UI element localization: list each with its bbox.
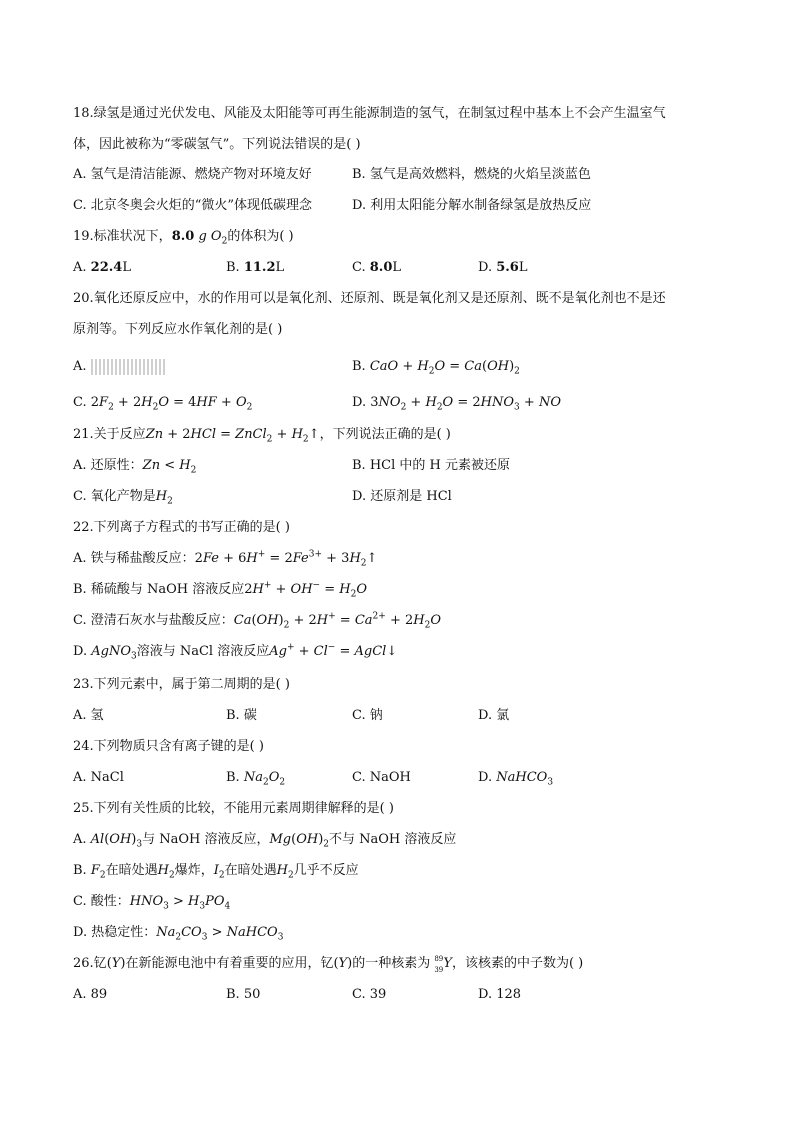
q19-oxygen-sub: 2 [221, 236, 228, 247]
q24-option-a: A. NaCl [73, 770, 124, 785]
q21-option-c: C. 氧化产物是$H_2$ [73, 489, 173, 507]
q18-option-a: A. 氢气是清洁能源、燃烧产物对环境友好 [73, 167, 312, 182]
q19-option-a: A. 22.4L [73, 260, 131, 275]
q23-option-c: C. 钠 [352, 708, 383, 723]
q18-option-c: C. 北京冬奥会火炬的“微火”体现低碳理念 [73, 198, 313, 213]
q18-option-d: D. 利用太阳能分解水制备绿氢是放热反应 [352, 198, 592, 213]
q26-option-b: B. 50 [226, 987, 261, 1002]
q18-option-b: B. 氢气是高效燃料，燃烧的火焰呈淡蓝色 [352, 167, 591, 182]
q25-stem: 25.下列有关性质的比较，不能用元素周期律解释的是( ) [73, 801, 394, 816]
q22-option-b: B. 稀硫酸与 NaOH 溶液反应$2H^+ + OH^- = H_2O$ [73, 580, 368, 600]
q19-unit-g: g [198, 229, 207, 244]
q26-option-a: A. 89 [73, 987, 108, 1002]
q25-option-d: D. 热稳定性：$Na_2CO_3$ > NaHCO$_3$ [73, 925, 284, 943]
q23-option-b: B. 碳 [226, 708, 257, 723]
q20-option-a-equation-image [91, 359, 167, 375]
q19-option-d: D. 5.6L [478, 260, 528, 275]
q22-option-d: D. AgNO$_3$溶液与 NaCl 溶液反应Ag+ + Cl− = AgCl↓ [73, 642, 398, 662]
q21-stem: 21.关于反应Zn + 2HCl = ZnCl$_2$ + $H_2↑$，下列说法正确的是( ) [73, 427, 451, 445]
q20-stem-line2: 原剂等。下列反应水作氧化剂的是( ) [73, 322, 283, 337]
q22-stem: 22.下列离子方程式的书写正确的是( ) [73, 520, 290, 535]
q20-option-c: C. $2F_2 + 2H_2O = 4HF + O_2$ [73, 395, 253, 413]
q20-option-d: D. $3NO_2 + H_2O = 2HNO_3$ + NO [352, 395, 561, 413]
q26-stem: 26.钇(Y)在新能源电池中有着重要的应用，钇(Y)的一种核素为 89 39 Y，该核素的中子数为( ) [73, 955, 584, 974]
q26-option-d: D. 128 [478, 987, 522, 1002]
q19-mass: 8.0 [171, 229, 195, 244]
q23-option-d: D. 氯 [478, 708, 510, 723]
q25-option-b: B. $F_2$在暗处遇$H_2$爆炸，$I_2$在暗处遇$H_2$几乎不反应 [73, 863, 359, 881]
q19-option-c: C. 8.0L [352, 260, 402, 275]
q21-option-a: A. 还原性：$Zn < H_2$ [73, 458, 197, 476]
q21-option-b: B. HCl 中的 H 元素被还原 [352, 458, 510, 473]
q23-option-a: A. 氢 [73, 708, 104, 723]
q20-option-b: B. CaO + $H_2O = Ca(OH)_2$ [352, 359, 520, 377]
q19-option-b: B. 11.2L [226, 260, 285, 275]
q25-option-c: C. 酸性：$HNO_3 > H_3PO_4$ [73, 894, 231, 912]
q18-stem-line1: 18.绿氢是通过光伏发电、风能及太阳能等可再生能源制造的氢气，在制氢过程中基本上不会产生温室气 [73, 106, 666, 121]
q20-stem-line1: 20.氧化还原反应中，水的作用可以是氧化剂、还原剂、既是氧化剂又是还原剂、既不是氧化剂也不是还 [73, 291, 666, 306]
q19-stem [73, 228, 294, 246]
q22-option-c: C. 澄清石灰水与盐酸反应：$Ca(OH)_2 + 2H^+ = Ca^{2+} + 2H_2O$ [73, 611, 442, 631]
q24-option-b: B. $Na_2O_2$ [226, 770, 286, 788]
q18-stem-line2: 体，因此被称为“零碳氢气”。下列说法错误的是( ) [73, 137, 361, 152]
q23-stem: 23.下列元素中，属于第二周期的是( ) [73, 677, 290, 692]
q19-stem-post: 的体积为( ) [227, 229, 294, 244]
q21-option-d: D. 还原剂是 HCl [352, 489, 452, 504]
q19-stem-pre: 19.标准状况下， [73, 229, 172, 244]
q25-option-a: A. $Al(OH)_3$与 NaOH 溶液反应，$Mg(OH)_2$不与 NaOH 溶液反应 [73, 832, 457, 850]
q19-oxygen: O [210, 229, 222, 244]
q20-option-a: A. [73, 358, 167, 376]
q22-option-a: A. 铁与稀盐酸反应：$2Fe + 6H^+ = 2Fe^{3+}$ + $3H_2↑$ [73, 549, 378, 569]
q24-stem: 24.下列物质只含有离子键的是( ) [73, 739, 264, 754]
q24-option-d: D. NaHCO$_3$ [478, 770, 554, 788]
q26-option-c: C. 39 [352, 987, 387, 1002]
q24-option-c: C. NaOH [352, 770, 411, 785]
